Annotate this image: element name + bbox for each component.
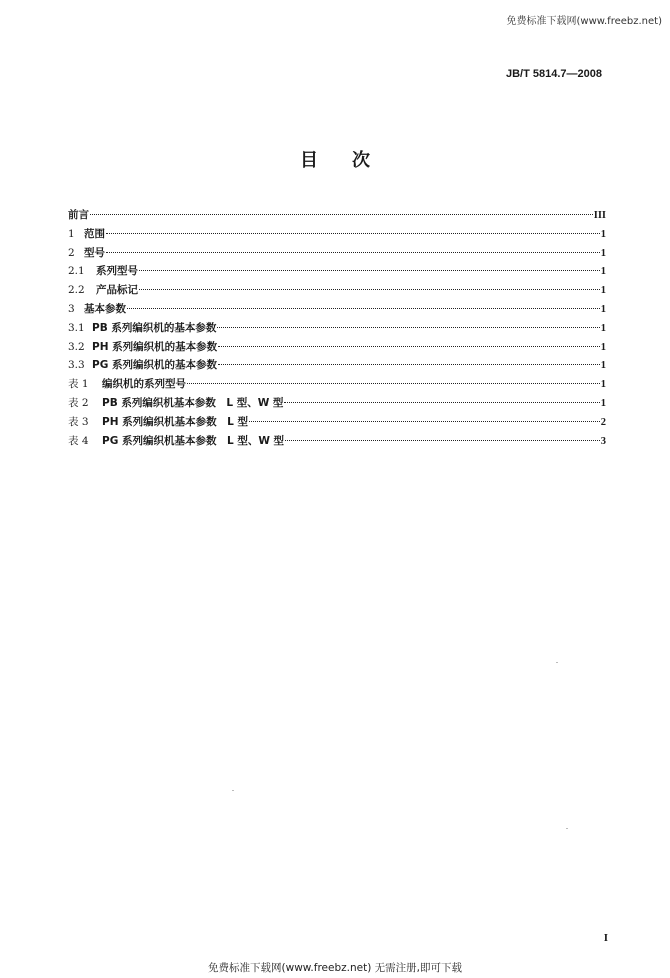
toc-entry-foreword[interactable] (68, 206, 606, 225)
toc-entry-page: 1 (600, 228, 606, 240)
table-of-contents (68, 206, 606, 450)
toc-entry-label: PB 系列编织机基本参数 L 型、W 型 (102, 396, 284, 409)
toc-entry-page: 1 (600, 322, 606, 334)
toc-entry-page: 1 (600, 360, 606, 372)
page-number: I (603, 932, 608, 944)
toc-entry-model[interactable] (68, 244, 606, 263)
toc-entry-number: 表 3 (68, 415, 89, 428)
toc-entry-label: PG 系列编织机的基本参数 (92, 359, 217, 372)
toc-entry-number: 2 (68, 246, 75, 259)
toc-entry-page: 1 (600, 341, 606, 353)
toc-entry-product-marking[interactable] (68, 281, 606, 300)
toc-entry-label: 前言 (68, 209, 89, 221)
toc-leader-dots (187, 383, 600, 384)
toc-leader-dots (218, 364, 600, 365)
toc-leader-dots (90, 214, 593, 215)
toc-leader-dots (106, 252, 600, 253)
toc-leader-dots (218, 346, 600, 347)
toc-leader-dots (284, 402, 599, 403)
toc-entry-page: 1 (600, 379, 606, 391)
toc-entry-scope[interactable] (68, 225, 606, 244)
toc-entry-label: 编织机的系列型号 (102, 378, 186, 391)
toc-entry-page: 1 (600, 266, 606, 278)
scan-speck (232, 790, 234, 791)
toc-entry-label: 系列型号 (96, 265, 138, 278)
toc-leader-dots (217, 327, 599, 328)
toc-leader-dots (127, 308, 600, 309)
toc-entry-basic-parameters[interactable] (68, 300, 606, 319)
toc-entry-number: 3.3 (68, 359, 85, 372)
toc-entry-page: 2 (600, 416, 606, 428)
toc-entry-table-4[interactable] (68, 432, 606, 451)
toc-entry-page: 1 (600, 303, 606, 315)
toc-entry-number: 表 1 (68, 378, 89, 391)
toc-entry-table-2[interactable] (68, 394, 606, 413)
footer-watermark-note: 免费标准下载网(www.freebz.net) 无需注册,即可下载 (208, 962, 462, 974)
toc-entry-series-model[interactable] (68, 262, 606, 281)
toc-entry-page: 1 (600, 285, 606, 297)
toc-entry-page: 1 (600, 397, 606, 409)
toc-leader-dots (139, 270, 600, 271)
toc-entry-page: 1 (600, 247, 606, 259)
toc-entry-number: 2.1 (68, 265, 85, 278)
toc-entry-page: III (593, 210, 606, 221)
toc-entry-label: 型号 (84, 246, 105, 259)
toc-entry-pg-parameters[interactable] (68, 356, 606, 375)
toc-entry-label: 产品标记 (96, 284, 138, 297)
toc-leader-dots (139, 289, 600, 290)
toc-entry-number: 表 4 (68, 434, 89, 447)
page-title: 目次 (300, 150, 404, 171)
toc-entry-label: PG 系列编织机基本参数 L 型、W 型 (102, 434, 285, 447)
toc-entry-number: 表 2 (68, 396, 89, 409)
header-watermark-note: 免费标准下载网(www.freebz.net) (506, 16, 662, 27)
toc-entry-pb-parameters[interactable] (68, 319, 606, 338)
toc-entry-table-3[interactable] (68, 413, 606, 432)
toc-entry-number: 3.1 (68, 321, 85, 334)
standard-code: JB/T 5814.7—2008 (505, 68, 602, 80)
toc-entry-number: 3 (68, 302, 75, 315)
scan-speck (566, 828, 568, 829)
toc-entry-label: PB 系列编织机的基本参数 (92, 321, 217, 334)
toc-entry-number: 2.2 (68, 284, 85, 297)
toc-leader-dots (106, 233, 600, 234)
toc-entry-label: 范围 (84, 227, 105, 240)
toc-entry-page: 3 (600, 435, 606, 447)
toc-entry-ph-parameters[interactable] (68, 338, 606, 357)
toc-entry-label: PH 系列编织机的基本参数 (92, 340, 218, 353)
toc-entry-label: PH 系列编织机基本参数 L 型 (102, 415, 248, 428)
toc-entry-number: 3.2 (68, 340, 85, 353)
toc-leader-dots (249, 421, 600, 422)
toc-leader-dots (285, 440, 600, 441)
toc-entry-table-1[interactable] (68, 375, 606, 394)
toc-entry-number: 1 (68, 227, 75, 240)
scan-speck (556, 662, 558, 663)
toc-entry-label: 基本参数 (84, 302, 126, 315)
